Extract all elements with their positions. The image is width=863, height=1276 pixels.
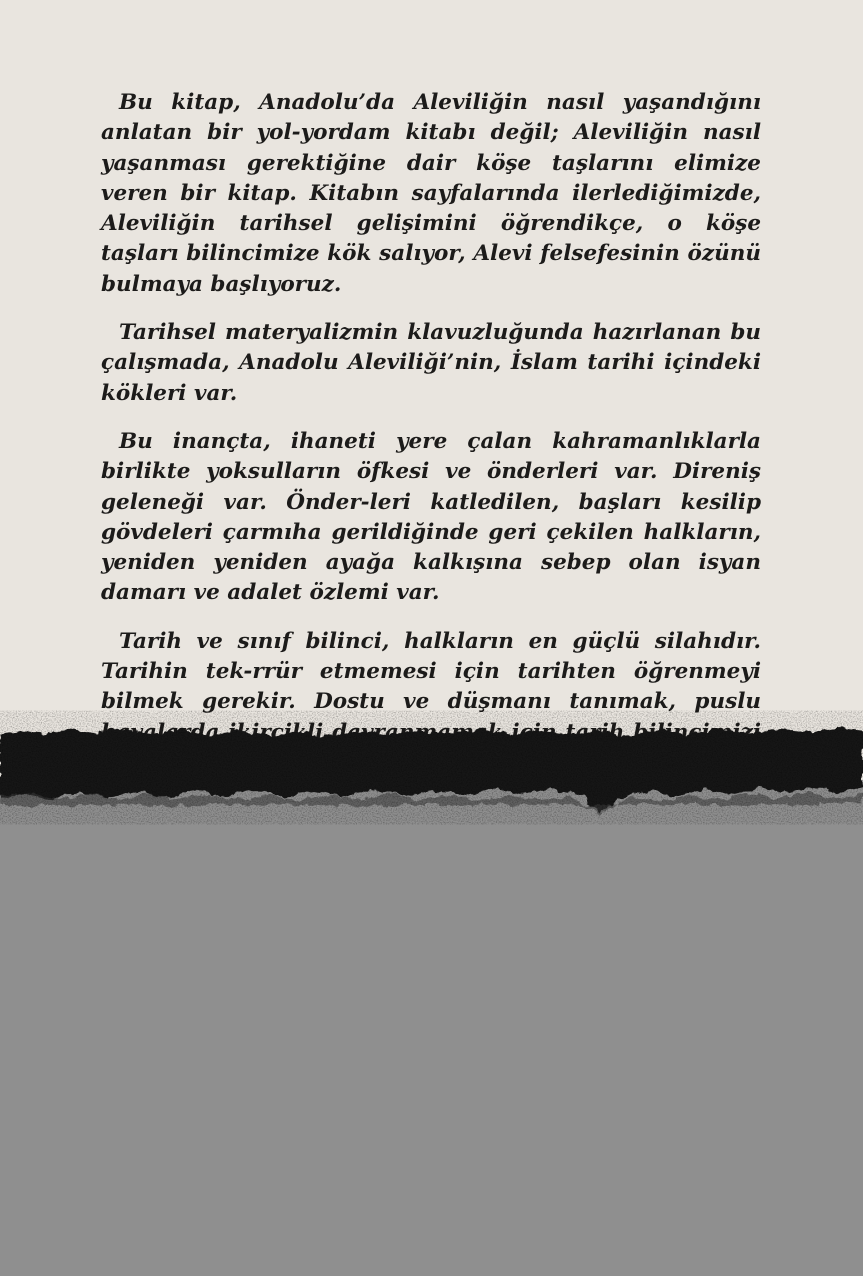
torn-ink-edge [0,700,863,840]
blurb-paragraph-1: Bu kitap, Anadolu’da Aleviliğin nasıl yaşandığını anlatan bir yol-yordam kitabı değil; Aleviliğin nasıl yaşanması gerektiğine dair köşe taşlarını elimize veren bir kitap. Kitabın sayfalarında ilerlediğimizde, Aleviliğin tarihsel gelişimini öğrendikçe, o köşe taşları bilincimize kök salıyor, Alevi felsefesinin özünü bulmaya başlıyoruz. [101,90,761,297]
blurb-paragraph-3: Bu inançta, ihaneti yere çalan kahramanlıklarla birlikte yoksulların öfkesi ve önderleri var. Direniş geleneği var. Önder-leri katledilen, başları kesilip gövdeleri çarmıha gerildiğinde geri çekilen halkların, yeniden yeniden ayağa kalkışına sebep olan isyan damarı ve adalet özlemi var. [101,428,761,606]
blurb-paragraph-4: Tarih ve sınıf bilinci, halkların en güçlü silahıdır. Tarihin tek-rrür etmemesi için tarihten öğrenmeyi bilmek gerekir. Dostu ve düşmanı tanımak, puslu havalarda ikircikli bilincimizi [101,628,761,745]
blurb-paragraph-2: Tarihsel materyalizmin klavuzluğunda hazırlanan bu çalışmada, Anadolu Aleviliği’nin, İslam tarihi içindeki kökleri var. [101,320,761,406]
grey-panel [0,780,863,1276]
